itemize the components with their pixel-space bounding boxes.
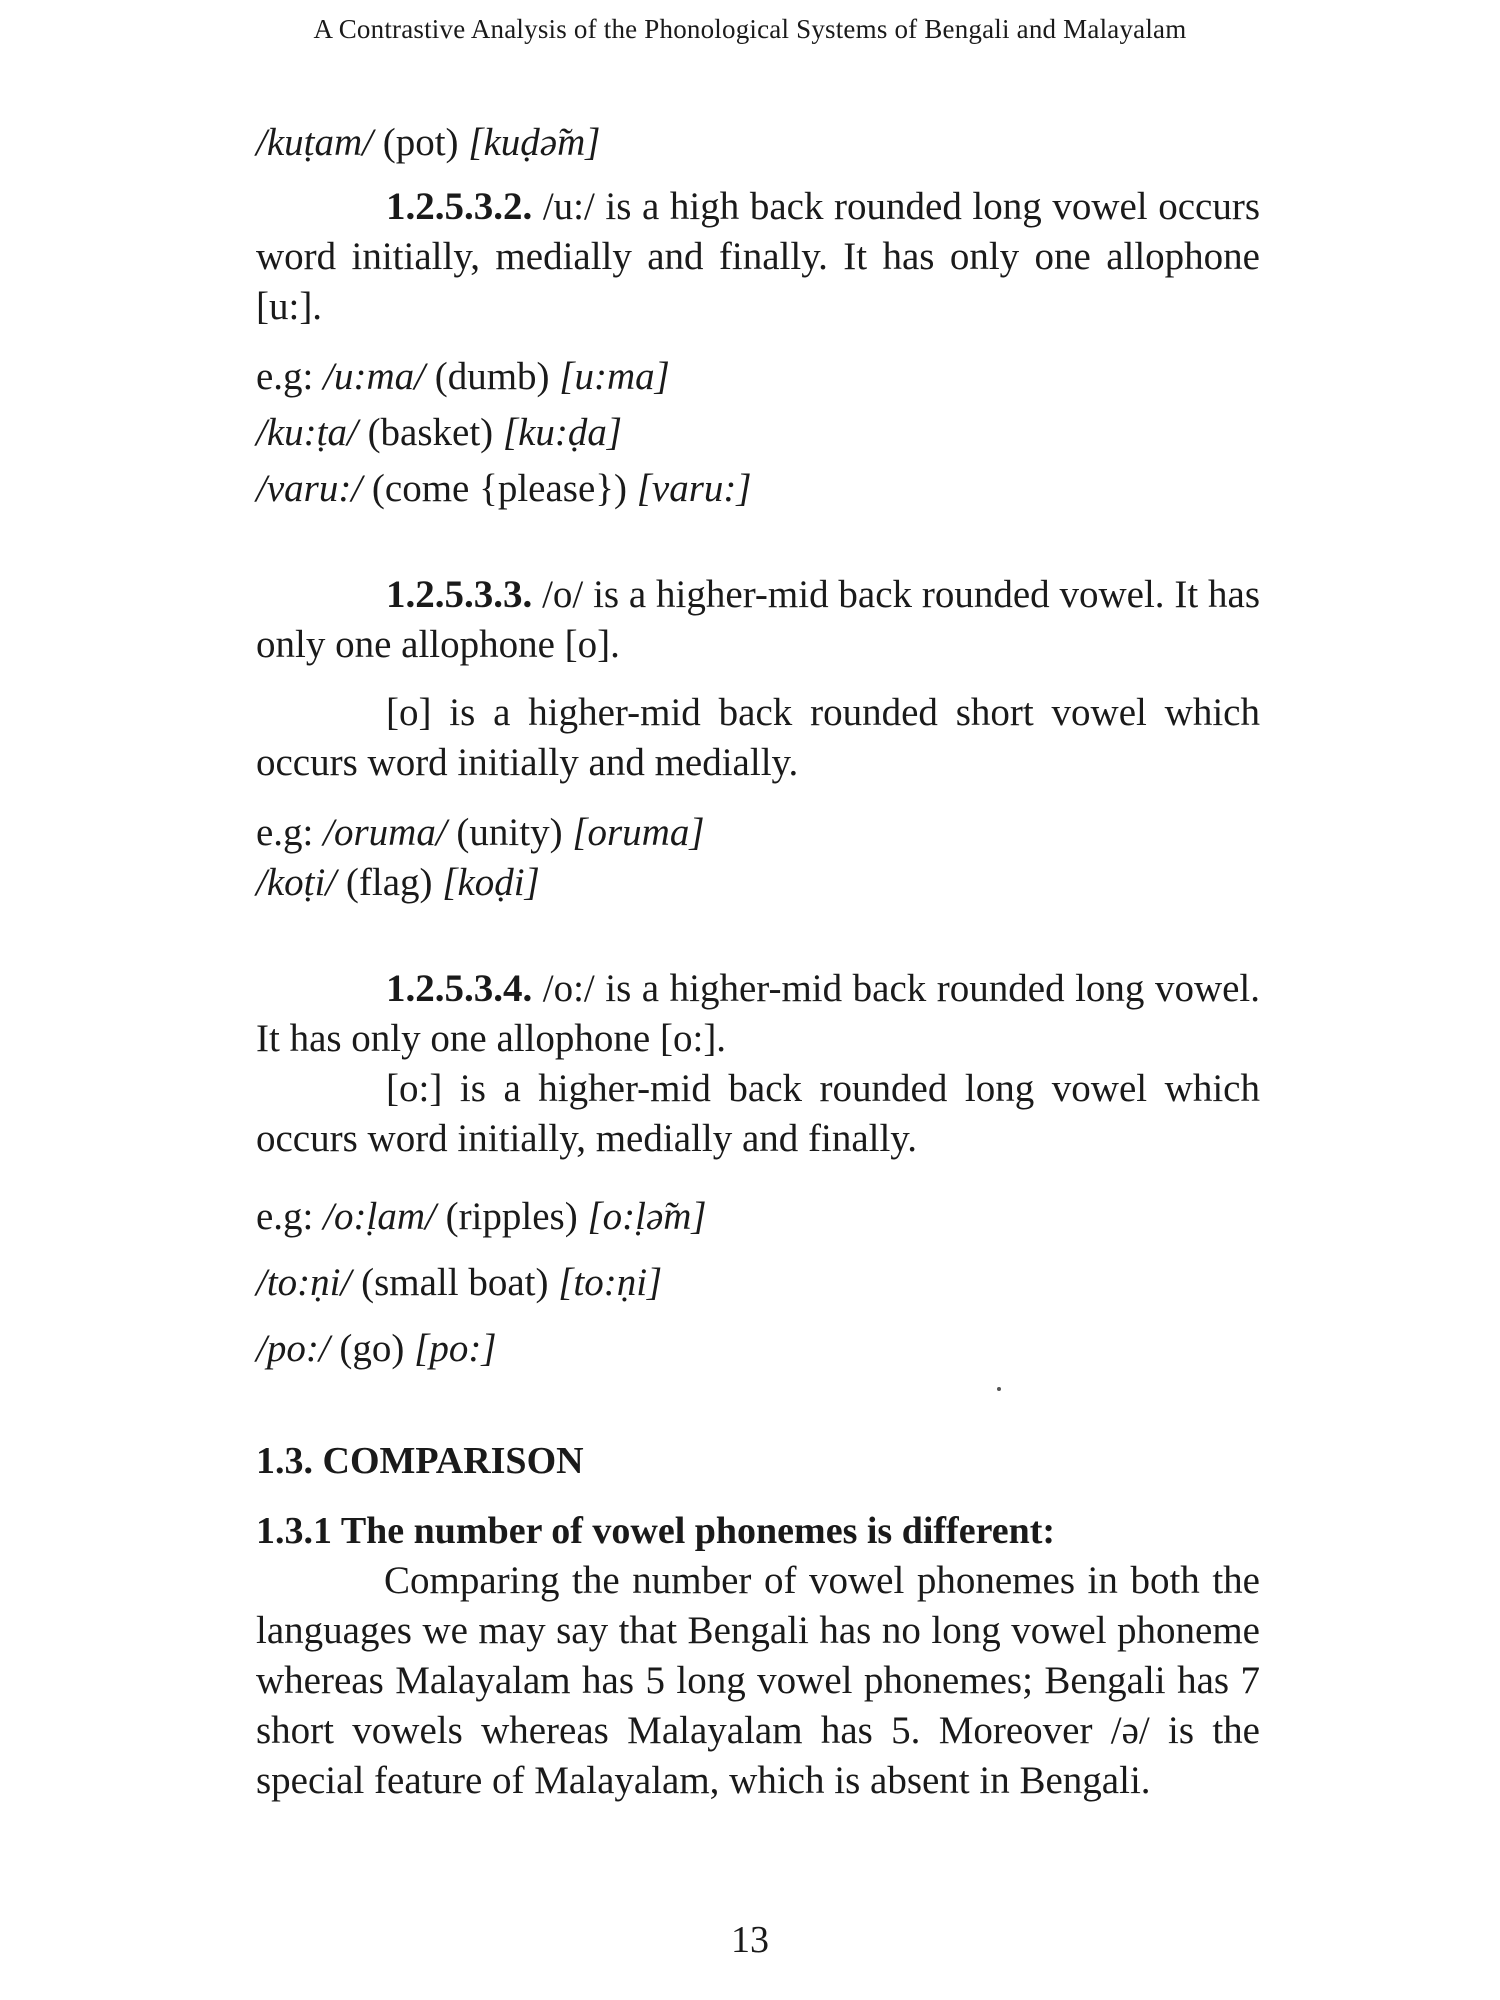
example-line bbox=[256, 808, 1260, 858]
example-line bbox=[256, 1324, 1260, 1374]
example-form: /u:ma/ bbox=[323, 355, 425, 398]
section-1-2-5-3-4-paragraph bbox=[256, 964, 1260, 1064]
example-phonetic: [oruma] bbox=[572, 811, 705, 854]
example-gloss: (basket) bbox=[367, 411, 494, 454]
example-gloss: (go) bbox=[339, 1327, 405, 1370]
section-number: 1.2.5.3.3. bbox=[386, 573, 533, 616]
comparison-paragraph: Comparing the number of vowel phonemes in both the languages we may say that Bengali has no long vowel phoneme whereas Malayalam has 5 long vowel phonemes; Bengali has 7 short vowels whereas Malayalam has 5. Moreover /ə/ is the special feature of Malayalam, which is absent in Bengali. bbox=[256, 1559, 1260, 1802]
example-line-kutam bbox=[256, 118, 1260, 168]
section-1-2-5-3-2-paragraph bbox=[256, 182, 1260, 332]
example-gloss: (flag) bbox=[345, 861, 433, 904]
example-line bbox=[256, 464, 1260, 514]
example-gloss: (small boat) bbox=[361, 1261, 549, 1304]
subsection-heading-vowel-phonemes: 1.3.1 The number of vowel phonemes is different: bbox=[256, 1510, 1056, 1552]
example-gloss: (unity) bbox=[456, 811, 563, 854]
section-text: /o:/ is a higher-mid back rounded long vowel. It has only one allophone [o:]. bbox=[256, 967, 1260, 1060]
example-form: /koṭi/ bbox=[256, 861, 337, 904]
example-phonetic: [varu:] bbox=[636, 467, 752, 510]
example-phonetic: [kuḍə̃m] bbox=[468, 121, 601, 164]
example-gloss: (come {please}) bbox=[371, 467, 627, 510]
example-prefix: e.g: bbox=[256, 355, 324, 398]
example-phonetic: [to:ṇi] bbox=[558, 1261, 663, 1304]
example-line bbox=[256, 858, 1260, 908]
allophone-paragraph: [o] is a higher-mid back rounded short vowel which occurs word initially and medially. bbox=[256, 691, 1260, 784]
allophone-paragraph: [o:] is a higher-mid back rounded long vowel which occurs word initially, medially and finally. bbox=[256, 1067, 1260, 1160]
example-prefix: e.g: bbox=[256, 1195, 324, 1238]
section-1-2-5-3-3-paragraph bbox=[256, 570, 1260, 670]
page-body bbox=[256, 118, 1260, 1806]
example-line bbox=[256, 408, 1260, 458]
example-form: /o:ḷam/ bbox=[323, 1195, 436, 1238]
section-heading-comparison: 1.3. COMPARISON bbox=[256, 1440, 584, 1482]
example-line bbox=[256, 352, 1260, 402]
section-text: /u:/ is a high back rounded long vowel occurs word initially, medially and finally. It has only one allophone [u:]. bbox=[256, 185, 1261, 328]
example-form: /oruma/ bbox=[323, 811, 447, 854]
example-phonetic: [ku:ḍa] bbox=[502, 411, 623, 454]
example-phonetic: [po:] bbox=[414, 1327, 497, 1370]
example-form: /varu:/ bbox=[256, 467, 363, 510]
running-head: A Contrastive Analysis of the Phonological Systems of Bengali and Malayalam bbox=[313, 14, 1187, 44]
example-prefix: e.g: bbox=[256, 811, 324, 854]
scan-speck bbox=[997, 1387, 1001, 1391]
section-number: 1.2.5.3.2. bbox=[386, 185, 533, 228]
example-phonetic: [u:ma] bbox=[559, 355, 670, 398]
page-number: 13 bbox=[731, 1919, 769, 1961]
example-gloss: (pot) bbox=[382, 121, 459, 164]
example-form: /po:/ bbox=[256, 1327, 330, 1370]
example-line bbox=[256, 1258, 1260, 1308]
example-form: /ku:ṭa/ bbox=[256, 411, 358, 454]
example-phonetic: [koḍi] bbox=[442, 861, 540, 904]
example-line bbox=[256, 1192, 1260, 1242]
example-form: /kuṭam/ bbox=[256, 121, 373, 164]
section-number: 1.2.5.3.4. bbox=[386, 967, 533, 1010]
example-phonetic: [o:ḷə̃m] bbox=[587, 1195, 707, 1238]
example-form: /to:ṇi/ bbox=[256, 1261, 352, 1304]
example-gloss: (ripples) bbox=[445, 1195, 578, 1238]
example-gloss: (dumb) bbox=[434, 355, 550, 398]
section-text: /o/ is a higher-mid back rounded vowel. It has only one allophone [o]. bbox=[256, 573, 1260, 666]
